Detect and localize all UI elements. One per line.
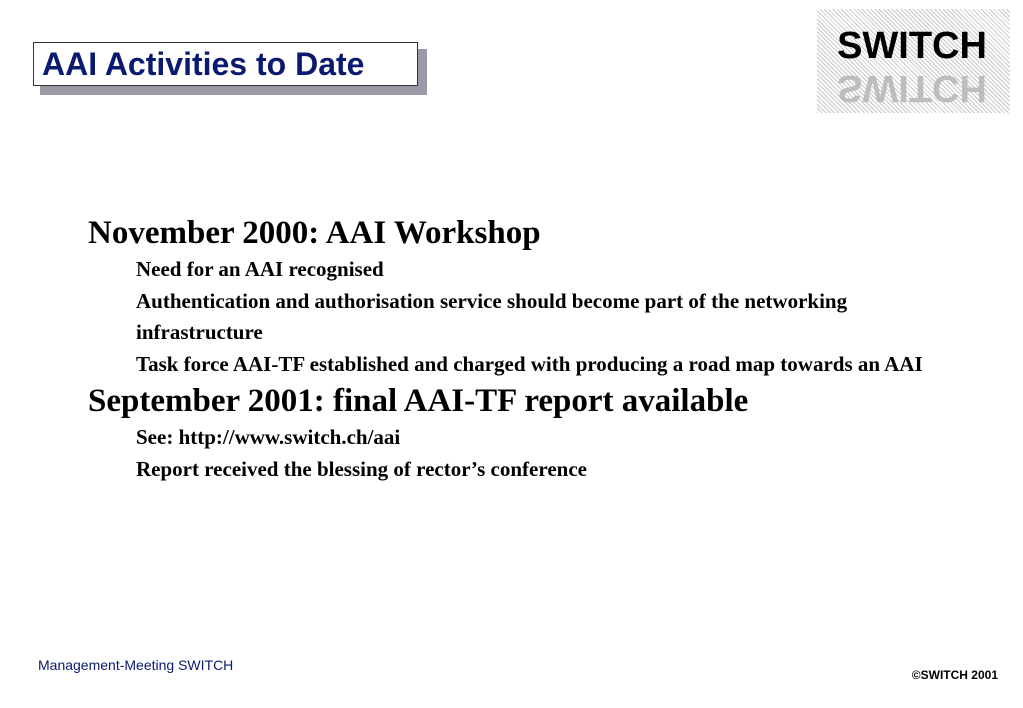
switch-logo — [817, 9, 1010, 113]
footer-copyright: ©SWITCH 2001 — [911, 668, 998, 682]
list-item: See: http://www.switch.ch/aai — [136, 425, 401, 449]
switch-logo-graphic — [817, 9, 1010, 113]
section-heading-workshop: November 2000: AAI Workshop — [88, 215, 541, 251]
list-item: Authentication and authorisation service should become part of the networking infrastructure — [136, 288, 848, 344]
title-box — [33, 42, 418, 86]
slide-body — [88, 212, 968, 485]
logo-text: SWITCH — [837, 25, 987, 67]
section-heading-report: September 2001: final AAI-TF report available — [88, 383, 749, 419]
list-item: Need for an AAI recognised — [136, 257, 384, 281]
logo-reflection: SWITCH — [837, 67, 987, 109]
footer-left: Management-Meeting SWITCH — [38, 657, 234, 673]
slide-title: AAI Activities to Date — [42, 45, 365, 82]
list-item: Task force AAI-TF established and charged with producing a road map towards an AAI — [136, 351, 923, 376]
list-item: Report received the blessing of rector’s conference — [136, 456, 587, 481]
